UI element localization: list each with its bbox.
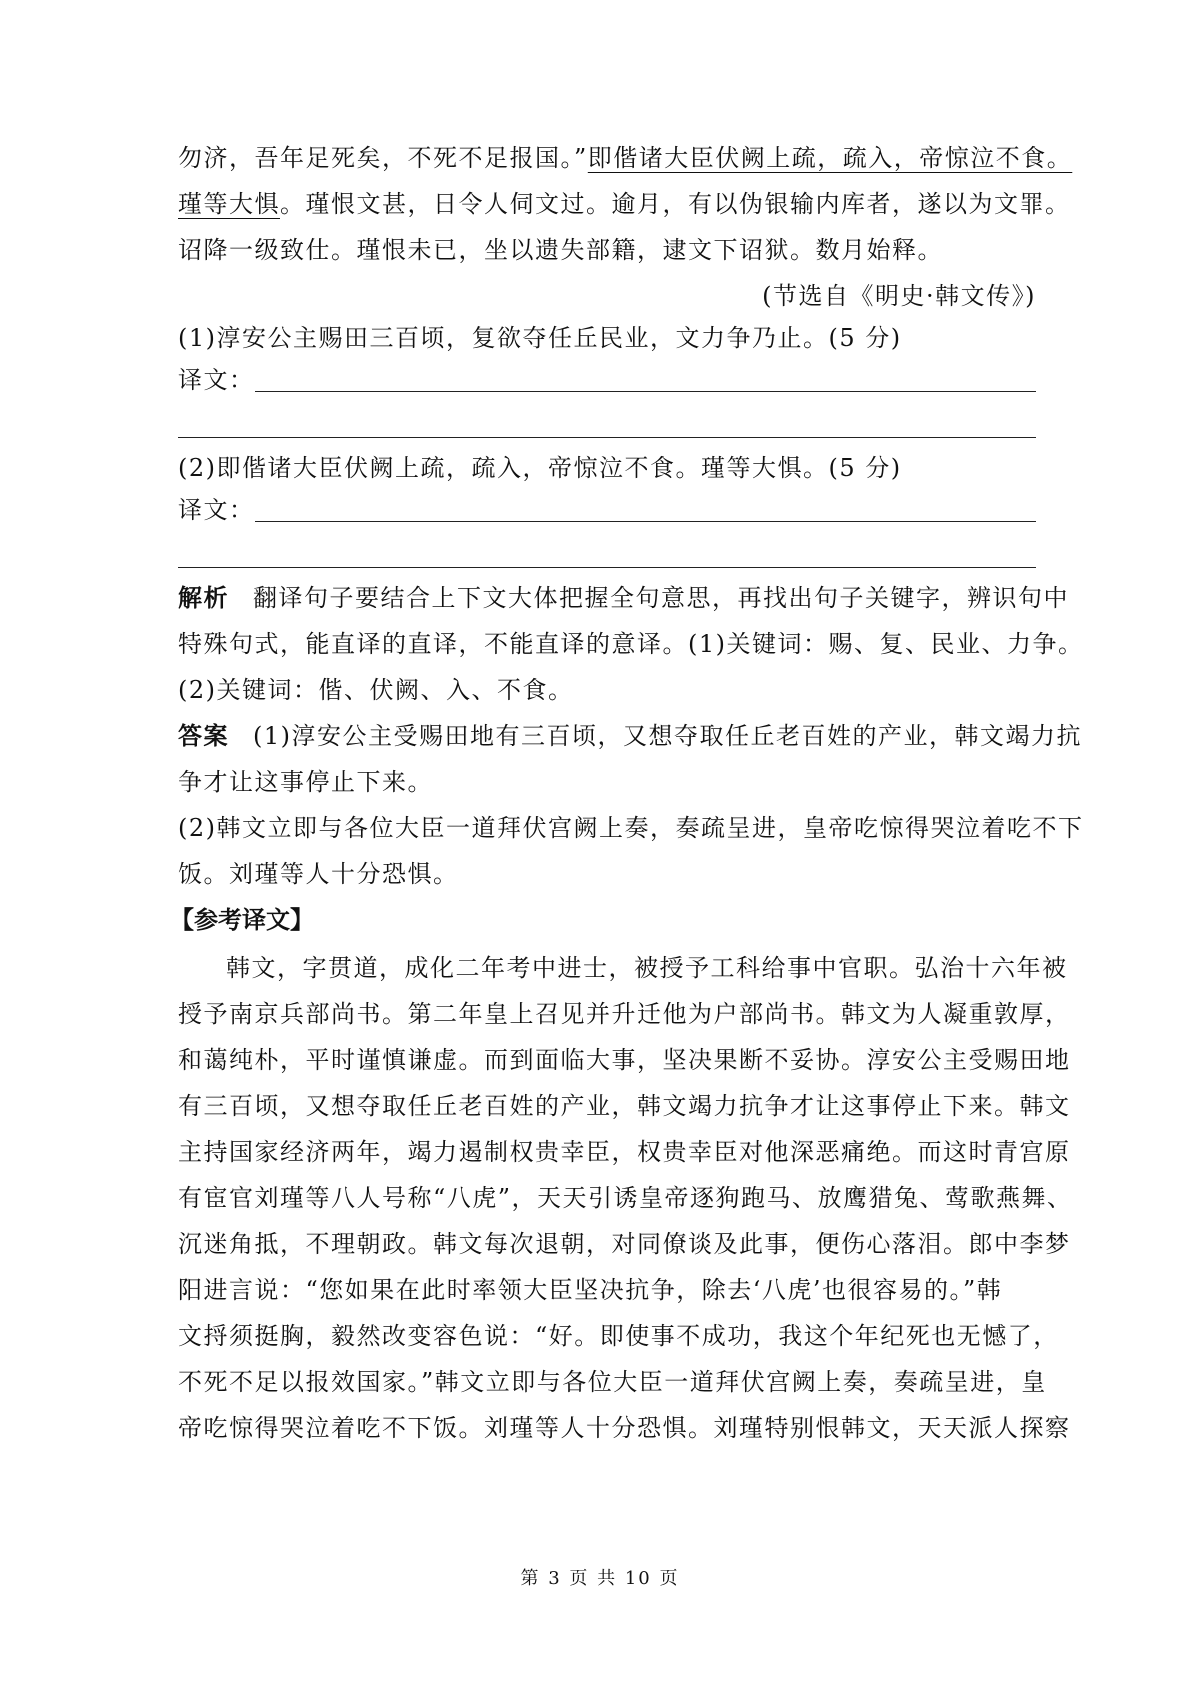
- answer-blank-line: [178, 566, 1036, 568]
- answer-blank-line: [255, 520, 1037, 522]
- reference-line: 和蔼纯朴，平时谨慎谦虚。而到面临大事，坚决果断不妥协。淳安公主受赐田地: [178, 1046, 1071, 1074]
- question-1-answer-label: 译文：: [178, 366, 255, 394]
- passage-line-2-text: 。瑾恨文甚，日令人伺文过。逾月，有以伪银输内库者，遂以为文罪。: [280, 190, 1071, 218]
- question-1-answer-field: [178, 362, 1036, 398]
- answer-label: 答案: [178, 722, 229, 750]
- passage-underlined-sentence: 即偕诸大臣伏阙上疏，疏入，帝惊泣不食。: [587, 144, 1073, 172]
- reference-line: 有三百顷，又想夺取任丘老百姓的产业，韩文竭力抗争才让这事停止下来。韩文: [178, 1092, 1071, 1120]
- analysis-line-3: (2)关键词：偕、伏阙、入、不食。: [178, 676, 574, 704]
- reference-line: 阳进言说：“您如果在此时率领大臣坚决抗争，除去‘八虎’也很容易的。”韩: [178, 1276, 1003, 1304]
- answer-blank-line: [178, 436, 1036, 438]
- passage-line-3: 诏降一级致仕。瑾恨未已，坐以遗失部籍，逮文下诏狱。数月始释。: [178, 236, 943, 264]
- reference-line: 帝吃惊得哭泣着吃不下饭。刘瑾等人十分恐惧。刘瑾特别恨韩文，天天派人探察: [178, 1414, 1071, 1442]
- passage-source: (节选自《明史·韩文传》): [762, 282, 1036, 310]
- question-2-answer-label: 译文：: [178, 496, 255, 524]
- reference-line: 有宦官刘瑾等八人号称“八虎”，天天引诱皇帝逐狗跑马、放鹰猎兔、莺歌燕舞、: [178, 1184, 1073, 1212]
- analysis-line-1: [178, 580, 1069, 616]
- reference-line: 沉迷角抵，不理朝政。韩文每次退朝，对同僚谈及此事，便伤心落泪。郎中李梦: [178, 1230, 1071, 1258]
- answer-line-2: 争才让这事停止下来。: [178, 768, 433, 796]
- answer-text-1: (1)淳安公主受赐田地有三百顷，又想夺取任丘老百姓的产业，韩文竭力抗: [253, 722, 1082, 750]
- passage-underlined-phrase: 瑾等大惧: [178, 190, 280, 218]
- reference-line: 不死不足以报效国家。”韩文立即与各位大臣一道拜伏宫阙上奏，奏疏呈进，皇: [178, 1368, 1047, 1396]
- passage-line-1: [178, 140, 1073, 176]
- answer-line-3: (2)韩文立即与各位大臣一道拜伏宫阙上奏，奏疏呈进，皇帝吃惊得哭泣着吃不下: [178, 814, 1084, 842]
- reference-line: 文捋须挺胸，毅然改变容色说：“好。即使事不成功，我这个年纪死也无憾了，: [178, 1322, 1059, 1350]
- analysis-text-1: 翻译句子要结合上下文大体把握全句意思，再找出句子关键字，辨识句中: [253, 584, 1069, 612]
- passage-line-1-text: 勿济，吾年足死矣，不死不足报国。”: [178, 144, 588, 172]
- reference-line: 授予南京兵部尚书。第二年皇上召见并升迁他为户部尚书。韩文为人凝重敦厚，: [178, 1000, 1071, 1028]
- question-2-answer-field: [178, 492, 1036, 528]
- reference-heading: 【参考译文】: [170, 906, 314, 934]
- page-number: 第 3 页 共 10 页: [520, 1568, 680, 1589]
- question-1-prompt: (1)淳安公主赐田三百顷，复欲夺任丘民业，文力争乃止。(5 分): [178, 324, 902, 352]
- reference-line: 主持国家经济两年，竭力遏制权贵幸臣，权贵幸臣对他深恶痛绝。而这时青宫原: [178, 1138, 1071, 1166]
- answer-blank-line: [255, 390, 1037, 392]
- question-1-answer-field-2: [178, 408, 1036, 444]
- answer-line-4: 饭。刘瑾等人十分恐惧。: [178, 860, 459, 888]
- question-2-answer-field-2: [178, 538, 1036, 574]
- answer-line-1: [178, 718, 1082, 754]
- passage-line-2: [178, 186, 1071, 222]
- question-2-prompt: (2)即偕诸大臣伏阙上疏，疏入，帝惊泣不食。瑾等大惧。(5 分): [178, 454, 902, 482]
- analysis-line-2: 特殊句式，能直译的直译，不能直译的意译。(1)关键词：赐、复、民业、力争。: [178, 630, 1084, 658]
- reference-line: 韩文，字贯道，成化二年考中进士，被授予工科给事中官职。弘治十六年被: [226, 954, 1068, 982]
- analysis-label: 解析: [178, 584, 229, 612]
